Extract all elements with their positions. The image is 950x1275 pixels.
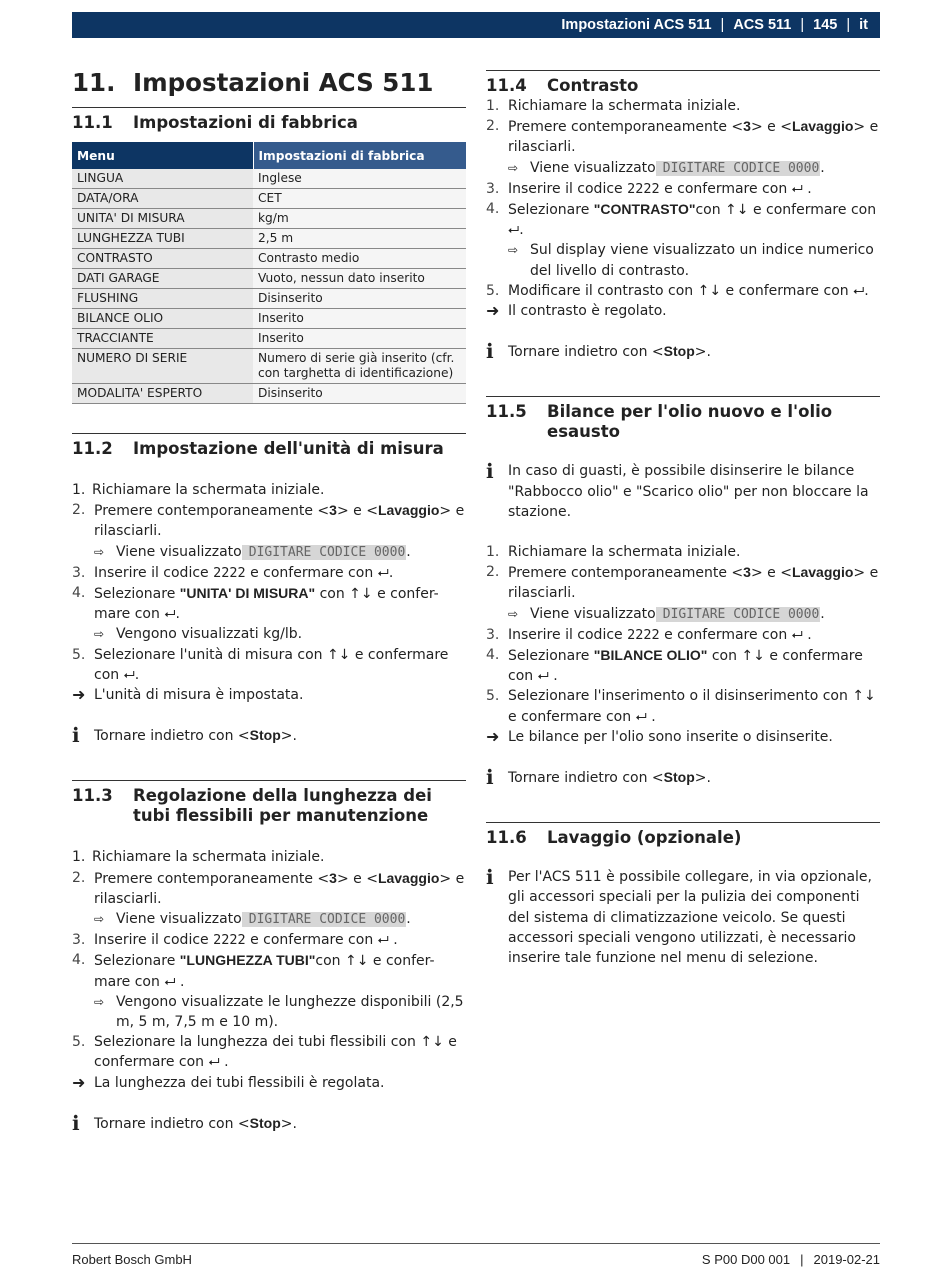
table-cell-setting: Inserito [253,329,466,349]
list-item: 4. Selezionare "BILANCE OLIO" con ↑↓ e confermare con ⮠ . [486,645,880,686]
info-note: ℹ Tornare indietro con <Stop>. [72,723,297,748]
enter-key-icon: ⮠ [791,626,803,643]
enter-key-icon: ⮠ [853,282,865,299]
table-cell-menu: LINGUA [72,169,253,189]
list-item: 3. Inserire il codice 2222 e confermare con ⮠ . [486,625,880,645]
list-sub-item: ⇨ Sul display viene visualizzato un indice numerico del livello di contrasto. [508,242,874,279]
info-icon: ℹ [72,1110,80,1135]
info-note: ℹ In caso di guasti, è possibile disinserire le bilance "Rabbocco olio" e "Scarico olio" per non bloccare la stazione. [486,461,880,522]
list-item: 4. Selezionare "CONTRASTO"con ↑↓ e confermare con ⮠. [486,199,880,240]
list-item: 2. Premere contemporaneamente <3> e <Lavaggio> e rilasciarli. [486,564,879,602]
page-footer: Robert Bosch GmbH S P00 D00 001 | 2019-02-21 [72,1243,880,1267]
list-sub-item: ⇨ Viene visualizzato DIGITARE CODICE 0000. [508,159,825,176]
table-row [72,289,466,309]
list-item: 4. Selezionare "LUNGHEZZA TUBI"con ↑↓ e confer-mare con ⮠ . [72,950,466,991]
enter-key-icon: ⮠ [537,668,549,685]
table-row [72,169,466,189]
table-cell-setting: Inserito [253,309,466,329]
table-cell-menu: DATI GARAGE [72,269,253,289]
info-icon: ℹ [486,459,494,484]
table-cell-menu: UNITA' DI MISURA [72,209,253,229]
table-cell-menu: NUMERO DI SERIE [72,349,253,384]
enter-key-icon: ⮠ [377,564,389,581]
enter-key-icon: ⮠ [164,973,176,990]
table-row [72,384,466,404]
header-product: ACS 511 [733,17,792,33]
footer-doc-number: S P00 D00 001 [701,1252,791,1267]
list-item: 2. Premere contemporaneamente <3> e <Lavaggio> e rilasciarli. [72,502,465,540]
table-row [72,209,466,229]
left-column [72,60,466,1134]
table-row [72,269,466,289]
list-item: 1. Richiamare la schermata iniziale. [72,849,325,866]
steps-11-3 [72,847,466,1092]
footer-date: 2019-02-21 [813,1252,880,1267]
footer-company: Robert Bosch GmbH [72,1252,192,1267]
arrow-right-icon: ➜ [72,1072,86,1092]
table-cell-setting: Disinserito [253,384,466,404]
table-cell-setting: CET [253,189,466,209]
table-cell-setting: Vuoto, nessun dato inserito [253,269,466,289]
display-code: DIGITARE CODICE 0000 [656,161,821,176]
list-item: 5. Selezionare l'inserimento o il disinserimento con ↑↓ e confermare con ⮠ . [486,686,880,726]
list-sub-item: ⇨ Vengono visualizzate le lunghezze disponibili (2,5 m, 5 m, 7,5 m e 10 m). [94,993,464,1031]
section-11-6-title: 11.6 Lavaggio (opzionale) [486,828,742,848]
steps-11-2 [72,480,466,705]
display-code: DIGITARE CODICE 0000 [242,912,407,927]
table-cell-setting: Numero di serie già inserito (cfr. con targhetta di identificazione) [253,349,466,384]
table-row [72,189,466,209]
result-line: ➜ Le bilance per l'olio sono inserite o disinserite. [486,726,833,746]
table-cell-setting: Contrasto medio [253,249,466,269]
enter-key-icon: ⮠ [123,666,135,683]
table-cell-menu: FLUSHING [72,289,253,309]
table-row [72,249,466,269]
table-cell-setting: Disinserito [253,289,466,309]
list-sub-item: ⇨ Viene visualizzato DIGITARE CODICE 0000. [94,543,411,560]
header-page-number: 145 [813,17,838,33]
list-item: 4. Selezionare "UNITA' DI MISURA" con ↑↓ e confer-mare con ⮠. [72,583,466,624]
table-row [72,349,466,384]
table-row [72,229,466,249]
header-section: Impostazioni ACS 511 [561,17,712,33]
arrow-right-icon: ➜ [486,726,500,746]
result-line: ➜ L'unità di misura è impostata. [72,685,304,705]
enter-key-icon: ⮠ [164,606,176,623]
right-column [486,60,880,968]
factory-settings-table [72,142,466,404]
table-cell-menu: BILANCE OLIO [72,309,253,329]
info-icon: ℹ [72,723,80,748]
table-header-menu: Menu [72,142,253,169]
table-row [72,329,466,349]
table-cell-setting: 2,5 m [253,229,466,249]
info-note: ℹ Per l'ACS 511 è possibile collegare, in via opzionale, gli accessori speciali per la pulizia dei componenti del sistema di climatizzazione veicolo. Se questi accessori speciali vengono utilizzati, è necessario inserire tale funzione nel menu di selezione. [486,867,880,968]
info-note: ℹ Tornare indietro con <Stop>. [486,765,711,790]
section-11-1-title: 11.1 Impostazioni di fabbrica [72,113,358,132]
enter-key-icon: ⮠ [508,222,520,239]
section-11-5-title: 11.5 Bilance per l'olio nuovo e l'olio esausto [486,402,833,442]
list-item: 3. Inserire il codice 2222 e confermare con ⮠. [72,563,466,583]
steps-11-4 [486,96,880,321]
info-note: ℹ Tornare indietro con <Stop>. [72,1110,297,1135]
list-sub-item: ⇨ Viene visualizzato DIGITARE CODICE 0000. [94,911,411,928]
table-cell-menu: MODALITA' ESPERTO [72,384,253,404]
info-note: ℹ Tornare indietro con <Stop>. [486,339,711,364]
enter-key-icon: ⮠ [635,708,647,725]
table-cell-menu: LUNGHEZZA TUBI [72,229,253,249]
info-icon: ℹ [486,765,494,790]
table-row [72,309,466,329]
section-11-4-title: 11.4 Contrasto [486,76,639,95]
list-item: 2. Premere contemporaneamente <3> e <Lavaggio> e rilasciarli. [486,118,879,156]
header-language: it [859,17,868,33]
enter-key-icon: ⮠ [791,180,803,197]
result-line: ➜ Il contrasto è regolato. [486,301,667,321]
table-cell-setting: Inglese [253,169,466,189]
table-header-settings: Impostazioni di fabbrica [253,142,466,169]
section-11-3-title: 11.3 Regolazione della lunghezza dei tubi flessibili per manutenzione [72,786,432,826]
arrow-right-icon: ➜ [486,301,500,321]
table-cell-menu: CONTRASTO [72,249,253,269]
list-item: 1. Richiamare la schermata iniziale. [72,482,325,498]
enter-key-icon: ⮠ [208,1054,220,1071]
page-header: Impostazioni ACS 511 | ACS 511 | 145 | it [72,12,880,38]
list-sub-item: ⇨ Viene visualizzato DIGITARE CODICE 0000. [508,605,825,622]
list-item: 5. Modificare il contrasto con ↑↓ e confermare con ⮠. [486,281,880,301]
list-item: 1. Richiamare la schermata iniziale. [486,98,741,114]
table-cell-setting: kg/m [253,209,466,229]
list-item: 2. Premere contemporaneamente <3> e <Lavaggio> e rilasciarli. [72,869,465,907]
list-item: 3. Inserire il codice 2222 e confermare con ⮠ . [486,179,880,199]
steps-11-5 [486,542,880,747]
list-item: 1. Richiamare la schermata iniziale. [486,544,741,561]
list-sub-item: ⇨ Vengono visualizzati kg/lb. [94,626,303,643]
display-code: DIGITARE CODICE 0000 [242,545,407,560]
arrow-right-icon: ➜ [72,685,86,705]
chapter-title: 11. Impostazioni ACS 511 [72,68,434,97]
list-item: 5. Selezionare la lunghezza dei tubi flessibili con ↑↓ e confermare con ⮠ . [72,1032,466,1072]
list-item: 5. Selezionare l'unità di misura con ↑↓ e confermare con ⮠. [72,645,466,685]
result-line: ➜ La lunghezza dei tubi flessibili è regolata. [72,1072,385,1092]
section-11-2-title: 11.2 Impostazione dell'unità di misura [72,439,444,458]
list-item: 3. Inserire il codice 2222 e confermare con ⮠ . [72,930,466,950]
table-cell-menu: TRACCIANTE [72,329,253,349]
display-code: DIGITARE CODICE 0000 [656,607,821,622]
table-cell-menu: DATA/ORA [72,189,253,209]
info-icon: ℹ [486,865,494,890]
info-icon: ℹ [486,339,494,364]
enter-key-icon: ⮠ [377,932,389,949]
